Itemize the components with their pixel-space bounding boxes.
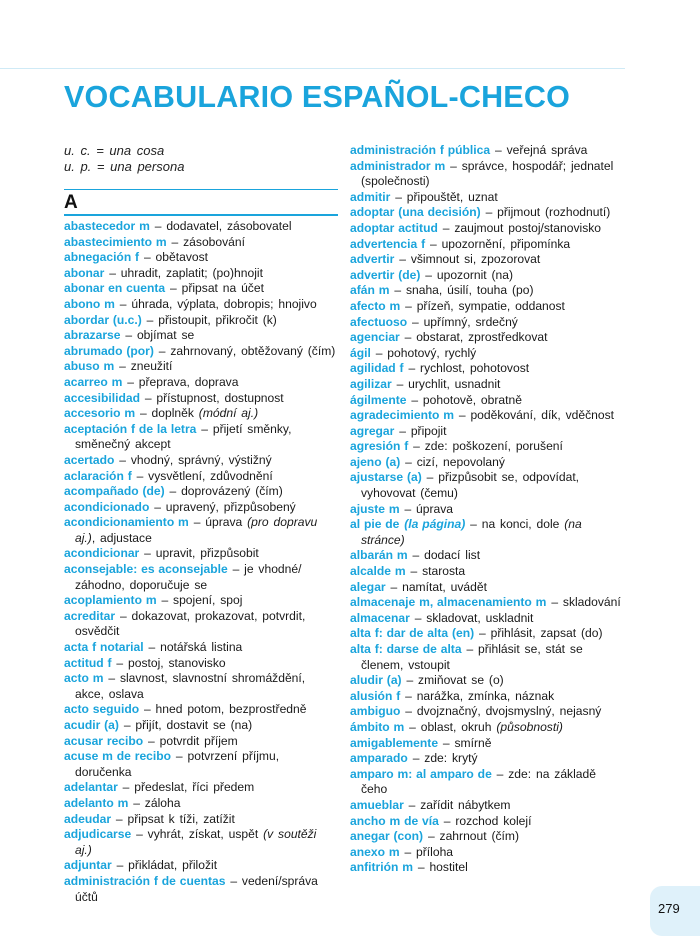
entry-definition: – rychlost, pohotovost — [408, 361, 530, 376]
entry-headword: acto seguido — [64, 702, 140, 717]
dictionary-entry — [350, 408, 623, 424]
dictionary-entry — [64, 562, 338, 593]
entry-headword: aceptación f de la letra — [64, 421, 197, 436]
section-divider — [64, 189, 338, 190]
section-letter: A — [64, 192, 78, 213]
dictionary-entry — [64, 422, 338, 453]
dictionary-entry — [64, 266, 338, 282]
entry-definition: – připsat k tíži, zatížit — [115, 811, 235, 826]
entry-headword: acreditar — [64, 608, 116, 623]
entry-headword: albarán m — [350, 548, 408, 563]
dictionary-entry — [64, 297, 338, 313]
entry-headword: acompañado (de) — [64, 484, 165, 499]
dictionary-entry — [350, 564, 623, 580]
dictionary-entry — [350, 517, 623, 548]
entry-headword: anegar (con) — [350, 829, 424, 844]
entry-list-left — [64, 219, 338, 905]
entry-definition: – obstarat, zprostředkovat — [404, 330, 548, 345]
dictionary-entry — [350, 845, 623, 861]
entry-definition: – na konci, dole — [470, 517, 560, 532]
entry-headword: alegar — [350, 579, 386, 594]
dictionary-entry — [350, 143, 623, 159]
dictionary-entry — [64, 858, 338, 874]
entry-headword: amueblar — [350, 797, 404, 812]
entry-definition: – vhodný, správný, výstižný — [119, 452, 272, 467]
dictionary-entry — [64, 391, 338, 407]
entry-definition: – cizí, nepovolaný — [405, 454, 505, 469]
entry-definition: – potvrdit příjem — [148, 733, 238, 748]
entry-definition: – vysvětlení, zdůvodnění — [136, 468, 273, 483]
entry-definition: – pohotový, rychlý — [375, 345, 477, 360]
entry-headword: abastecedor m — [64, 219, 150, 233]
dictionary-entry — [350, 159, 623, 190]
entry-definition: – upravit, přizpůsobit — [144, 546, 259, 561]
dictionary-entry — [350, 767, 623, 798]
entry-headword: aconsejable: es aconsejable — [64, 562, 228, 577]
entry-headword: abastecimiento m — [64, 234, 167, 249]
entry-headword: agregar — [350, 423, 395, 438]
entry-headword: afán m — [350, 283, 390, 298]
dictionary-entry — [350, 424, 623, 440]
entry-definition: – notářská listina — [148, 640, 243, 655]
entry-definition: – dokazovat, prokazovat, potvrdit, osvědčit — [75, 608, 306, 639]
entry-headword: aclaración f — [64, 468, 132, 483]
entry-definition: – narážka, zmínka, náznak — [405, 688, 555, 703]
dictionary-entry — [64, 749, 338, 780]
entry-headword: ágilmente — [350, 392, 407, 407]
entry-note: (na stránce) — [361, 517, 582, 547]
entry-definition: – snaha, úsilí, touha (po) — [394, 283, 534, 298]
dictionary-entry — [64, 235, 338, 251]
entry-headword: abonar — [64, 265, 105, 280]
entry-headword: agresión f — [350, 439, 409, 454]
dictionary-entry — [64, 734, 338, 750]
dictionary-entry — [350, 315, 623, 331]
dictionary-entry — [64, 453, 338, 469]
entry-definition: – upozornit (na) — [425, 267, 513, 282]
dictionary-entry — [64, 375, 338, 391]
entry-definition: – přizpůsobit se, odpovídat, vyhovovat (čemu) — [361, 470, 580, 501]
entry-headword: agradecimiento m — [350, 408, 454, 423]
entry-definition: – přijetí směnky, směnečný akcept — [75, 421, 292, 452]
dictionary-entry — [64, 359, 338, 375]
entry-definition: – správce, hospodář; jednatel (společnosti) — [361, 158, 614, 189]
entry-definition: – upřímný, srdečný — [412, 314, 518, 329]
entry-note: (v soutěži aj.) — [75, 827, 317, 857]
entry-headword: accesorio m — [64, 406, 136, 421]
entry-headword: ágil — [350, 345, 371, 360]
dictionary-entry — [64, 484, 338, 500]
dictionary-entry — [350, 221, 623, 237]
entry-definition: – všimnout si, zpozorovat — [399, 252, 541, 267]
entry-headword: actitud f — [64, 655, 112, 670]
entry-headword: abrumado (por) — [64, 343, 154, 358]
dictionary-entry — [350, 736, 623, 752]
dictionary-entry — [350, 611, 623, 627]
dictionary-entry — [350, 252, 623, 268]
entry-definition: – postoj, stanovisko — [116, 655, 226, 670]
entry-definition: – úprava — [404, 501, 454, 516]
entry-definition: – hned potom, bezprostředně — [143, 702, 307, 717]
abbreviation: u. p. = una persona — [64, 159, 185, 174]
entry-headword: administrador m — [350, 158, 446, 173]
entry-definition: – doprovázený (čím) — [169, 484, 283, 499]
entry-headword: adelanto m — [64, 795, 129, 810]
dictionary-entry — [350, 829, 623, 845]
dictionary-entry — [64, 515, 338, 546]
entry-definition: – upozornění, připomínka — [430, 236, 571, 251]
dictionary-entry — [350, 580, 623, 596]
entry-headword: ambiguo — [350, 704, 401, 719]
entry-definition: – namítat, uvádět — [390, 579, 487, 594]
entry-headword: agilidad f — [350, 361, 404, 376]
entry-headword: alta f: dar de alta (en) — [350, 626, 475, 641]
entry-definition: – vedení/správa účtů — [75, 873, 318, 904]
entry-definition: – starosta — [410, 564, 466, 579]
dictionary-entry — [64, 812, 338, 828]
entry-headword: ajuste m — [350, 501, 400, 516]
dictionary-entry — [350, 689, 623, 705]
entry-headword: alusión f — [350, 688, 401, 703]
entry-headword: acertado — [64, 452, 115, 467]
dictionary-entry — [350, 237, 623, 253]
dictionary-entry — [350, 330, 623, 346]
entry-headword: advertencia f — [350, 236, 426, 251]
entry-definition: – slavnost, slavnostní shromáždění, akce, oslava — [75, 671, 306, 701]
entry-definition: – přihlásit se, stát se členem, vstoupit — [361, 642, 583, 672]
entry-headword: aludir (a) — [350, 673, 402, 688]
entry-definition: – dodací list — [412, 548, 481, 563]
entry-definition: – objímat se — [125, 328, 195, 343]
entry-note: (pro dopravu aj.) — [75, 515, 318, 545]
entry-headword: alcalde m — [350, 564, 406, 579]
dictionary-entry — [64, 671, 338, 702]
entry-definition: – skladování — [551, 595, 621, 610]
entry-definition: – je vhodné/ záhodno, doporučuje se — [75, 562, 302, 592]
entry-definition: – spojení, spoj — [161, 593, 243, 608]
entry-definition: – zaujmout postoj/stanovisko — [442, 220, 602, 235]
dictionary-entry — [64, 609, 338, 640]
left-column — [64, 143, 338, 905]
dictionary-entry — [64, 780, 338, 796]
entry-headword: abuso m — [64, 359, 115, 374]
entry-headword: advertir — [350, 252, 395, 267]
entry-headword: abrazarse — [64, 328, 121, 343]
dictionary-entry — [64, 718, 338, 734]
entry-headword: afectuoso — [350, 314, 408, 329]
entry-headword: abordar (u.c.) — [64, 312, 142, 327]
dictionary-entry — [64, 313, 338, 329]
entry-headword: ajeno (a) — [350, 454, 401, 469]
entry-definition: – úprava — [193, 515, 243, 530]
entry-headword: almacenaje m, almacenamiento m — [350, 595, 547, 610]
entry-headword: agilizar — [350, 376, 392, 391]
entry-definition: – úhrada, výplata, dobropis; hnojivo — [119, 296, 317, 311]
entry-headword: almacenar — [350, 610, 410, 625]
entry-note: (působnosti) — [496, 719, 563, 734]
entry-headword: anfitrión m — [350, 860, 413, 875]
entry-definition: – zmiňovat se (o) — [406, 673, 504, 688]
dictionary-entry — [350, 346, 623, 362]
entry-headword-note: (la página) — [404, 517, 466, 532]
entry-headword: ámbito m — [350, 719, 405, 734]
dictionary-entry — [350, 455, 623, 471]
dictionary-entry — [64, 874, 338, 905]
entry-headword: acarreo m — [64, 374, 123, 389]
entry-headword: administración f de cuentas — [64, 873, 226, 888]
entry-definition: – přístupnost, dostupnost — [144, 390, 284, 405]
entry-definition: – zahrnovaný, obtěžovaný (čím) — [158, 343, 336, 358]
entry-definition: – dodavatel, zásobovatel — [154, 219, 292, 233]
entry-headword: agenciar — [350, 330, 400, 345]
entry-headword: acudir (a) — [64, 718, 119, 732]
entry-headword: acondicionado — [64, 499, 150, 514]
entry-definition: – přeprava, doprava — [127, 374, 239, 389]
entry-definition: – dvojznačný, dvojsmyslný, nejasný — [405, 704, 602, 719]
page-number: 279 — [658, 901, 680, 916]
dictionary-entry — [64, 250, 338, 266]
entry-headword: amparado — [350, 751, 408, 766]
entry-headword: amigablemente — [350, 735, 439, 750]
entry-headword: abono m — [64, 296, 115, 311]
entry-definition: – připouštět, uznat — [395, 189, 498, 204]
dictionary-entry — [350, 268, 623, 284]
dictionary-entry — [350, 361, 623, 377]
dictionary-entry — [64, 796, 338, 812]
entry-definition: – smírně — [442, 735, 492, 750]
entry-headword: adeudar — [64, 811, 112, 826]
entry-definition: – přijmout (rozhodnutí) — [485, 205, 611, 220]
entry-headword: administración f pública — [350, 143, 491, 157]
entry-headword: afecto m — [350, 298, 401, 313]
dictionary-entry — [350, 393, 623, 409]
page-title: VOCABULARIO ESPAÑOL-CHECO — [64, 80, 571, 114]
entry-definition: – záloha — [133, 795, 181, 810]
dictionary-entry — [350, 548, 623, 564]
dictionary-entry — [64, 640, 338, 656]
entry-definition: – vyhrát, získat, uspět — [136, 827, 259, 842]
entry-headword: acondicionar — [64, 546, 140, 561]
entry-headword: ajustarse (a) — [350, 470, 422, 485]
dictionary-entry — [350, 377, 623, 393]
abbreviations — [64, 143, 338, 175]
entry-definition: – připojit — [399, 423, 447, 438]
entry-definition: – přízeň, sympatie, oddanost — [405, 298, 565, 313]
dictionary-entry — [64, 546, 338, 562]
entry-definition: – zde: poškození, porušení — [413, 439, 563, 454]
entry-headword: ancho m de vía — [350, 813, 439, 828]
entry-headword: abnegación f — [64, 250, 140, 265]
entry-definition: – zásobování — [171, 234, 245, 249]
entry-definition: – zde: krytý — [412, 751, 478, 766]
entry-definition: – skladovat, uskladnit — [414, 610, 534, 625]
entry-headword: alta f: darse de alta — [350, 642, 462, 656]
entry-definition: – urychlit, usnadnit — [396, 376, 501, 391]
dictionary-entry — [64, 593, 338, 609]
entry-definition: – zde: na základě čeho — [361, 766, 596, 797]
entry-headword: al pie de — [350, 517, 400, 532]
entry-definition: – rozchod kolejí — [443, 813, 532, 828]
page-number-tab — [650, 886, 700, 936]
entry-definition: – potvrzení příjmu, doručenka — [75, 749, 280, 779]
dictionary-entry — [64, 469, 338, 485]
entry-definition: – předeslat, říci předem — [122, 780, 255, 795]
dictionary-entry — [350, 814, 623, 830]
entry-definition: – veřejná správa — [494, 143, 588, 157]
dictionary-entry — [350, 470, 623, 501]
entry-definition: – příloha — [404, 844, 454, 859]
section-underline — [64, 214, 338, 216]
right-column — [350, 143, 623, 876]
entry-headword: acusar recibo — [64, 733, 144, 748]
entry-definition: – obětavost — [143, 250, 208, 265]
entry-definition: – zařídit nábytkem — [408, 797, 511, 812]
dictionary-entry — [350, 798, 623, 814]
dictionary-entry — [350, 673, 623, 689]
dictionary-entry — [64, 500, 338, 516]
entry-definition: – připsat na účet — [170, 281, 264, 296]
dictionary-entry — [64, 328, 338, 344]
entry-definition: – přihlásit, zapsat (do) — [479, 626, 603, 641]
entry-headword: acuse m de recibo — [64, 749, 172, 764]
entry-headword: adjuntar — [64, 858, 112, 873]
entry-definition: – zahrnout (čím) — [427, 829, 519, 844]
entry-definition: – upravený, přizpůsobený — [154, 499, 296, 514]
dictionary-entry — [350, 502, 623, 518]
dictionary-entry — [350, 751, 623, 767]
dictionary-entry — [350, 626, 623, 642]
dictionary-entry — [64, 219, 338, 235]
dictionary-entry — [350, 205, 623, 221]
entry-headword: amparo m: al amparo de — [350, 766, 492, 781]
entry-headword: acta f notarial — [64, 640, 144, 655]
entry-note: (módní aj.) — [198, 406, 259, 421]
dictionary-entry — [350, 860, 623, 876]
entry-headword: accesibilidad — [64, 390, 140, 405]
dictionary-entry — [64, 281, 338, 297]
entry-definition: – doplněk — [139, 406, 194, 421]
entry-headword: adjudicarse — [64, 827, 132, 842]
entry-definition: – přistoupit, přikročit (k) — [146, 312, 277, 327]
entry-definition: – hostitel — [417, 860, 468, 875]
entry-headword: admitir — [350, 189, 391, 204]
dictionary-entry — [64, 656, 338, 672]
dictionary-entry — [64, 827, 338, 858]
entry-definition: – přikládat, přiložit — [116, 858, 218, 873]
entry-definition: – oblast, okruh — [409, 719, 492, 734]
dictionary-entry — [350, 190, 623, 206]
dictionary-entry — [350, 642, 623, 673]
entry-headword: abonar en cuenta — [64, 281, 166, 296]
entry-headword: adelantar — [64, 780, 118, 795]
entry-headword: acondicionamiento m — [64, 515, 189, 530]
dictionary-entry — [350, 704, 623, 720]
entry-headword: adoptar (una decisión) — [350, 205, 481, 220]
entry-definition-tail: , adjustace — [91, 530, 152, 545]
dictionary-entry — [350, 595, 623, 611]
entry-headword: anexo m — [350, 844, 400, 859]
dictionary-entry — [350, 283, 623, 299]
abbreviation: u. c. = una cosa — [64, 143, 165, 158]
dictionary-entry — [64, 344, 338, 360]
entry-headword: acoplamiento m — [64, 593, 157, 608]
entry-definition: – poděkování, dík, vděčnost — [458, 408, 614, 423]
entry-definition: – uhradit, zaplatit; (po)hnojit — [109, 265, 263, 280]
entry-definition: – přijít, dostavit se (na) — [123, 718, 253, 732]
dictionary-entry — [350, 720, 623, 736]
entry-headword: adoptar actitud — [350, 220, 438, 235]
entry-definition: – zneužití — [119, 359, 173, 374]
entry-headword: acto m — [64, 671, 104, 686]
top-rule — [0, 68, 625, 69]
dictionary-entry — [64, 702, 338, 718]
entry-definition: – pohotově, obratně — [411, 392, 522, 407]
dictionary-entry — [350, 299, 623, 315]
entry-headword: advertir (de) — [350, 267, 421, 282]
dictionary-entry — [350, 439, 623, 455]
dictionary-entry — [64, 406, 338, 422]
entry-list-right — [350, 143, 623, 876]
